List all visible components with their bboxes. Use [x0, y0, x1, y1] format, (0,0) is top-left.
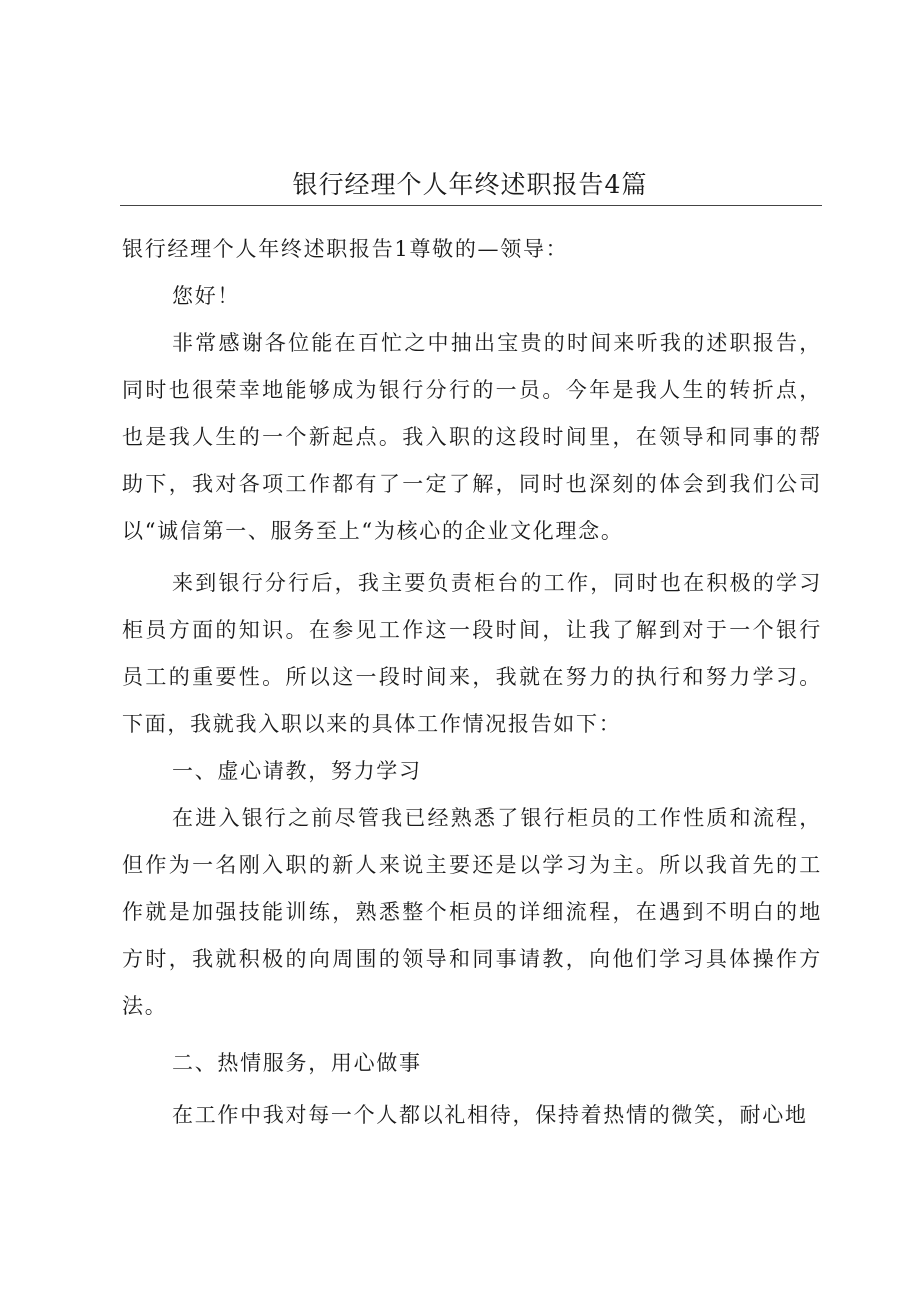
document-title: 银行经理个人年终述职报告4篇 — [292, 170, 648, 199]
greeting-paragraph: 您好！ — [172, 284, 241, 308]
salutation-paragraph: 银行经理个人年终述职报告1尊敬的—领导： — [122, 237, 569, 261]
title-underline — [120, 205, 822, 206]
body-paragraph-work-intro: 来到银行分行后，我主要负责柜台的工作，同时也在积极的学习柜员方面的知识。在参见工作这一段时间，让我了解到对于一个银行员工的重要性。所以这一段时间来，我就在努力的执行和努力学习。下面，我就我入职以来的具体工作情况报告如下： — [122, 571, 822, 736]
body-paragraph-thanks: 非常感谢各位能在百忙之中抽出宝贵的时间来听我的述职报告，同时也很荣幸地能够成为银行分行的一员。今年是我人生的转折点，也是我人生的一个新起点。我入职的这段时间里，在领导和同事的帮助下，我对各项工作都有了一定了解，同时也深刻的体会到我们公司以“诚信第一、服务至上“为核心的企业文化理念。 — [122, 331, 822, 543]
document-body — [122, 226, 822, 1139]
body-paragraph-learning: 在进入银行之前尽管我已经熟悉了银行柜员的工作性质和流程，但作为一名刚入职的新人来说主要还是以学习为主。所以我首先的工作就是加强技能训练，熟悉整个柜员的详细流程，在遇到不明白的地方时，我就积极的向周围的领导和同事请教，向他们学习具体操作方法。 — [122, 806, 822, 1018]
section-heading-service: 二、热情服务，用心做事 — [172, 1051, 422, 1075]
body-paragraph-service: 在工作中我对每一个人都以礼相待，保持着热情的微笑，耐心地 — [172, 1103, 808, 1127]
section-heading-learning: 一、虚心请教，努力学习 — [172, 759, 422, 783]
